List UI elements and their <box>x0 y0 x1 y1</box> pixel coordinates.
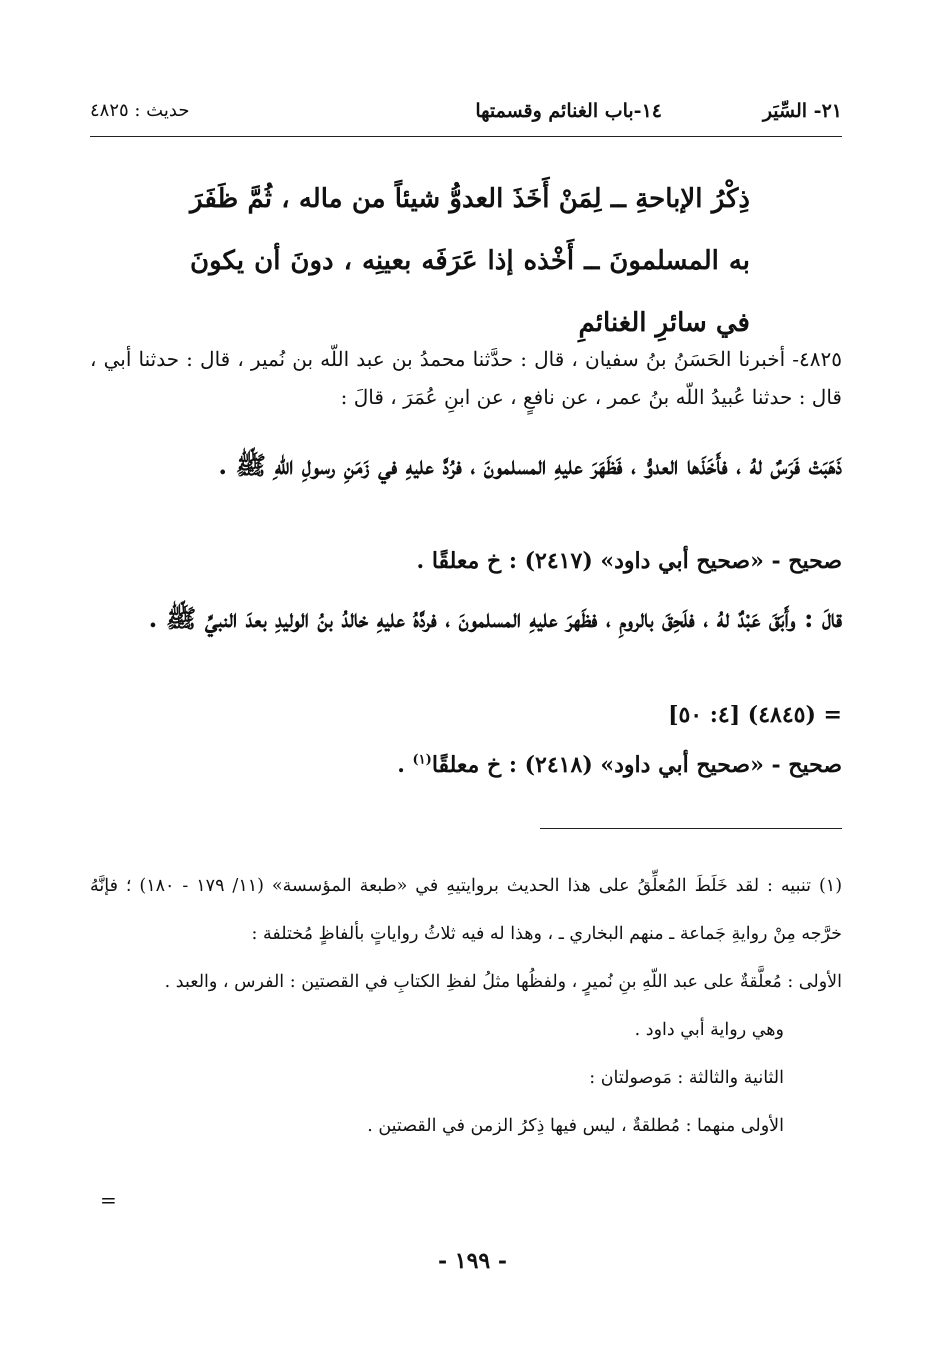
cross-reference: = (٤٨٤٥) [٤: ٥٠] <box>668 702 842 728</box>
hadith-text-1: ذَهَبَتْ فَرَسٌ لهُ ، فأَخَذَها العدوُّ ، فَظَهَرَ عليهِ المسلمونَ ، فرُدَّ عليهِ في زَمَنِ رسولِ اللّهِ ﷺ . <box>218 451 842 480</box>
footnote-line: وهي رواية أبي داود . <box>634 1020 784 1040</box>
footnote-line: (١) تنبيه : لقد خَلَطَ المُعلِّقُ على هذا الحديث بروايتيهِ في «طبعة المؤسسة» (١١/ ١٧٩ - ١٨٠) ؛ فإنَّهُ خرَّجه مِنْ روايةِ جَماعة ـ منهم البخاري ـ ، وهذا له فيه ثلاثُ رواياتٍ بألفاظٍ مُختلفة : <box>90 876 843 944</box>
footnote-line: الأولى منهما : مُطلقةٌ ، ليس فيها ذِكرُ الزمن في القصتين . <box>367 1116 784 1136</box>
footnote-line: الثانية والثالثة : مَوصولتان : <box>589 1068 784 1088</box>
chapter-title: ذِكْرُ الإباحةِ ــ لِمَنْ أَخَذَ العدوُّ شيئاً من ماله ، ثُمَّ ظَفَرَ به المسلمونَ ــ أَخْذه إذا عَرَفَه بعينِه ، دونَ أن يكونَ في سائرِ الغنائمِ <box>190 184 750 338</box>
continuation-mark: = <box>100 1188 117 1212</box>
hadith-reference: حديث : ٤٨٢٥ <box>90 100 190 121</box>
page-number: - ١٩٩ - <box>437 1248 508 1274</box>
section-name: ١٤-باب الغنائم وقسمتها <box>475 100 662 122</box>
footnote-divider <box>540 828 842 829</box>
footnote-line: الأولى : مُعلَّقةٌ على عبد اللّهِ بنِ نُميرٍ ، ولفظُها مثلُ لفظِ الكتابِ في القصتين : الفرس ، والعبد . <box>164 972 842 992</box>
header-divider <box>90 136 842 137</box>
chapter-name: ٢١- السِّيَر <box>762 100 842 122</box>
hadith-text-2: قالَ : وأَبَقَ عَبْدٌ لهُ ، فلَحِقَ بالرومِ ، فظَهرَ عليهِ المسلمونَ ، فردَّهُ عليهِ خالدُ بنُ الوليدِ بعدَ النبيِّ ﷺ . <box>148 604 842 633</box>
grading-2-end: . <box>397 752 413 778</box>
footnote-marker: (١) <box>412 752 432 768</box>
footnotes <box>90 862 842 1150</box>
grading-2-text: صحيح - «صحيح أبي داود» (٢٤١٨) : خ معلقًا <box>431 752 842 778</box>
hadith-grading-1: صحيح - «صحيح أبي داود» (٢٤١٧) : خ معلقًا . <box>416 548 842 574</box>
running-header <box>90 100 842 130</box>
hadith-isnad: ٤٨٢٥- أخبرنا الحَسَنُ بنُ سفيان ، قال : حدَّثنا محمدُ بن عبد اللّه بن نُمير ، قال : حدثنا أبي ، قال : حدثنا عُبيدُ اللّه بنُ عمر ، عن نافعٍ ، عن ابنِ عُمَرَ ، قالَ : <box>90 347 842 409</box>
hadith-grading-2 <box>397 752 842 778</box>
